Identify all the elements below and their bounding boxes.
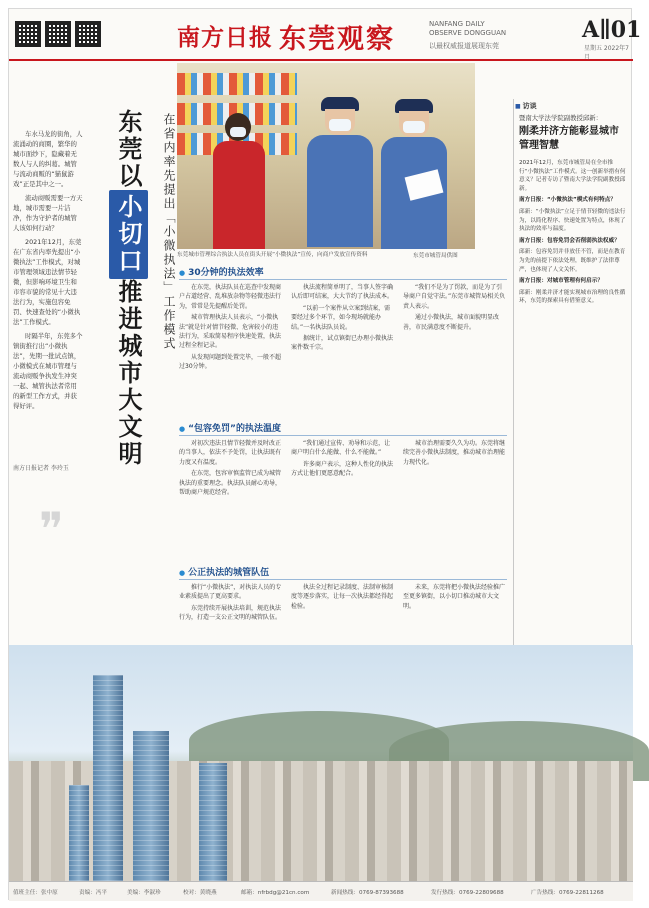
- interview-question: 南方日报：包容免罚会否削弱执法权威？: [519, 237, 620, 244]
- article-column: [291, 583, 395, 613]
- article-column: [403, 439, 507, 469]
- qr-code-icon[interactable]: [15, 21, 41, 47]
- footer-item: 校对：黄晓燕: [183, 890, 217, 896]
- article-paragraph: “我们通过宣传、劝导和示范，让商户明白什么能做、什么不能做。”: [291, 440, 391, 457]
- reporter-credit: 南方日报记者 李玲玉: [13, 465, 69, 472]
- headline-highlight: 小切口: [109, 190, 148, 279]
- footer-item: 值班主任：张中原: [13, 890, 58, 896]
- shopkeeper-figure: [213, 113, 265, 249]
- photo-caption: 东莞城市管理综合执法人员在街头开展“小微执法”宣传，向商户发放宣传资料: [177, 252, 368, 258]
- lead-paragraph: 时隔半年，东莞多个镇街推行出“小微执法”，先期一批试点镇，小微模式在城市管理与流动商贩争执发生冲突一起、城管执法者常用的新型工作方式，并获得好评。: [13, 332, 83, 410]
- interview-question: 南方日报：对城市管理有何启示？: [519, 278, 603, 285]
- page-footer: [9, 881, 633, 901]
- skyscraper: [199, 763, 227, 881]
- skyscraper: [69, 785, 89, 881]
- footer-item[interactable]: 邮箱：nfrbdg@21cn.com: [241, 890, 310, 896]
- interview-question: 南方日报：“小微执法”模式有何特点？: [519, 197, 616, 204]
- article-paragraph: 通过小微执法，城市面貌明显改善，市民满意度不断提升。: [403, 314, 500, 331]
- skyscraper: [93, 675, 123, 881]
- article-paragraph: 城市管理执法人员表示，“小微执法”就是针对情节轻微、危害较小的违法行为，采取简易程序快速处置，执法过程全程记录。: [179, 314, 282, 350]
- article-column: [179, 283, 283, 374]
- lead-paragraph: 2021年12月，东莞在广东省内率先提出“小微执法”工作模式，对城市管理领域违法情节轻微，但影响环境卫生和市容市貌的常见十大违法行为，实施包容免罚、快速查处的“小微执法”工作模式。: [13, 238, 82, 326]
- city-skyline-photo[interactable]: [9, 645, 633, 881]
- footer-item: 责编：冯平: [79, 890, 107, 896]
- article-column: [291, 439, 395, 481]
- footer-item: 发行热线：0769-22809688: [431, 890, 504, 896]
- article-paragraph: 城市治理需要久久为功。东莞将继续完善小微执法制度，推动城市治理能力现代化。: [403, 440, 506, 466]
- lead-paragraph: 车水马龙的街角，人流涌动的商圈，繁华的城市面纱下，隐藏着无数人与人的纠葛。城管与流动商贩的“猫鼠游戏”正是其中之一。: [13, 130, 83, 188]
- lead-column: [13, 129, 83, 415]
- section-title: 东莞观察: [279, 24, 395, 55]
- article-paragraph: 在东莞，包容审慎监管已成为城管执法的重要理念。执法队员耐心劝导，帮助商户规范经营。: [179, 470, 282, 497]
- section-heading: ● 公正执法的城管队伍: [179, 565, 269, 578]
- footer-item: 广告热线：0769-22811268: [531, 890, 604, 896]
- article-paragraph: 许多商户表示，这种人性化的执法方式让他们更愿意配合。: [291, 460, 394, 478]
- article-paragraph: 推行“小微执法”，对执法人员的专业素质提出了更高要求。: [179, 584, 282, 601]
- interview-title[interactable]: 刚柔并济方能彰显城市管理智慧: [519, 126, 619, 151]
- masthead-english: [429, 20, 506, 38]
- article-paragraph: 东莞持续开展执法培训，规范执法行为，打造一支公正文明的城管队伍。: [179, 604, 282, 622]
- interview-body: [519, 159, 627, 309]
- paper-logo: 南方日报: [177, 24, 273, 51]
- masthead: [9, 9, 642, 61]
- article-paragraph: “以前一个案件从立案到结案，需要经过多个环节，如今现场就能办结。”一名执法队员说。: [291, 304, 391, 331]
- article-paragraph: 对初次违法且情节轻微并及时改正的当事人，依法不予处罚，让执法既有力度又有温度。: [179, 440, 282, 466]
- interview-intro: 2021年12月，东莞市城管局在全市推行“小微执法”工作模式。这一创新举措有何意义？记者专访了暨南大学法学院副教授邱新。: [519, 160, 626, 192]
- article-paragraph: 从发现问题到处置完毕，一般不超过30分钟。: [179, 353, 282, 371]
- article-column: [291, 283, 395, 355]
- footer-item: 新闻热线：0769-87393688: [331, 890, 404, 896]
- headline-part1: 东莞以: [114, 109, 142, 190]
- interview-answer: 邱新：刚柔并济才能实现城市治理的良性循环，东莞的探索具有借鉴意义。: [519, 289, 626, 305]
- officer-figure: [307, 97, 373, 247]
- article-paragraph: 在东莞，执法队员在巡查中发现商户占道经营、乱堆放杂物等轻微违法行为，常常是先提醒后处罚。: [179, 284, 282, 310]
- skyscraper: [133, 731, 169, 881]
- officer-figure: [381, 99, 447, 249]
- article-paragraph: 未来，东莞将把小微执法经验推广至更多镇街，以小切口推动城市大文明。: [403, 584, 506, 610]
- interview-kicker: 暨南大学法学院副教授邱新：: [519, 114, 603, 122]
- section-divider: [179, 435, 507, 436]
- qr-code-icon[interactable]: [75, 21, 101, 47]
- news-photo[interactable]: [177, 63, 475, 249]
- masthead-tagline: 以最权威报道展现东莞: [429, 42, 499, 50]
- lead-paragraph: 流动商贩需要一方天地，城市需要一片洁净，作为守护者的城管人该如何行动？: [13, 194, 83, 232]
- article-column: [179, 439, 283, 499]
- masthead-english-line: OBSERVE DONGGUAN: [429, 29, 507, 37]
- section-divider: [179, 279, 507, 280]
- headline-main: [109, 109, 148, 468]
- article-column: [179, 583, 283, 625]
- article-paragraph: 执法流程简单明了，当事人签字确认后即可结案，大大节约了执法成本。: [291, 284, 394, 301]
- page-number: A∥01: [582, 17, 642, 43]
- store-shelf: [177, 73, 297, 95]
- qr-code-icon[interactable]: [45, 21, 71, 47]
- headline-subtitle: 在省内率先提出「小微执法」工作模式: [162, 113, 176, 351]
- interview-answer: 邱新：包容免罚并非放任不管，而是在教育为先的前提下依法处理，既维护了法律尊严，也体现了人文关怀。: [519, 249, 626, 273]
- article-column: [403, 283, 507, 334]
- newspaper-page: [8, 8, 642, 900]
- article-column: [403, 583, 507, 613]
- section-heading: ● 30分钟的执法效率: [179, 265, 264, 278]
- article-paragraph: 据统计，试点镇街已办理小微执法案件数千宗。: [291, 335, 394, 352]
- section-heading: ● “包容免罚”的执法温度: [179, 421, 281, 434]
- article-paragraph: 执法全过程记录制度、法制审核制度等逐步落实，让每一次执法都经得起检验。: [291, 584, 394, 610]
- section-divider: [179, 579, 507, 580]
- footer-item: 美编：李淑珍: [127, 890, 161, 896]
- article-paragraph: “我们不是为了罚款，而是为了引导商户自觉守法。”东莞市城管局相关负责人表示。: [403, 284, 506, 310]
- interview-answer: 邱新：“小微执法”立足于情节轻微的违法行为，以简化程序、快速处置为特点，体现了执法的效率与温度。: [519, 208, 626, 233]
- headline-part2: 推进城市大文明: [114, 279, 142, 468]
- page-date: 星期五 2022年7月: [584, 45, 629, 61]
- quote-mark-icon: ❞: [39, 502, 64, 556]
- interview-tag: ■ 访谈: [515, 101, 537, 111]
- masthead-english-line: NANFANG DAILY: [429, 20, 485, 28]
- photo-credit: 东莞市城管局供图: [413, 253, 458, 259]
